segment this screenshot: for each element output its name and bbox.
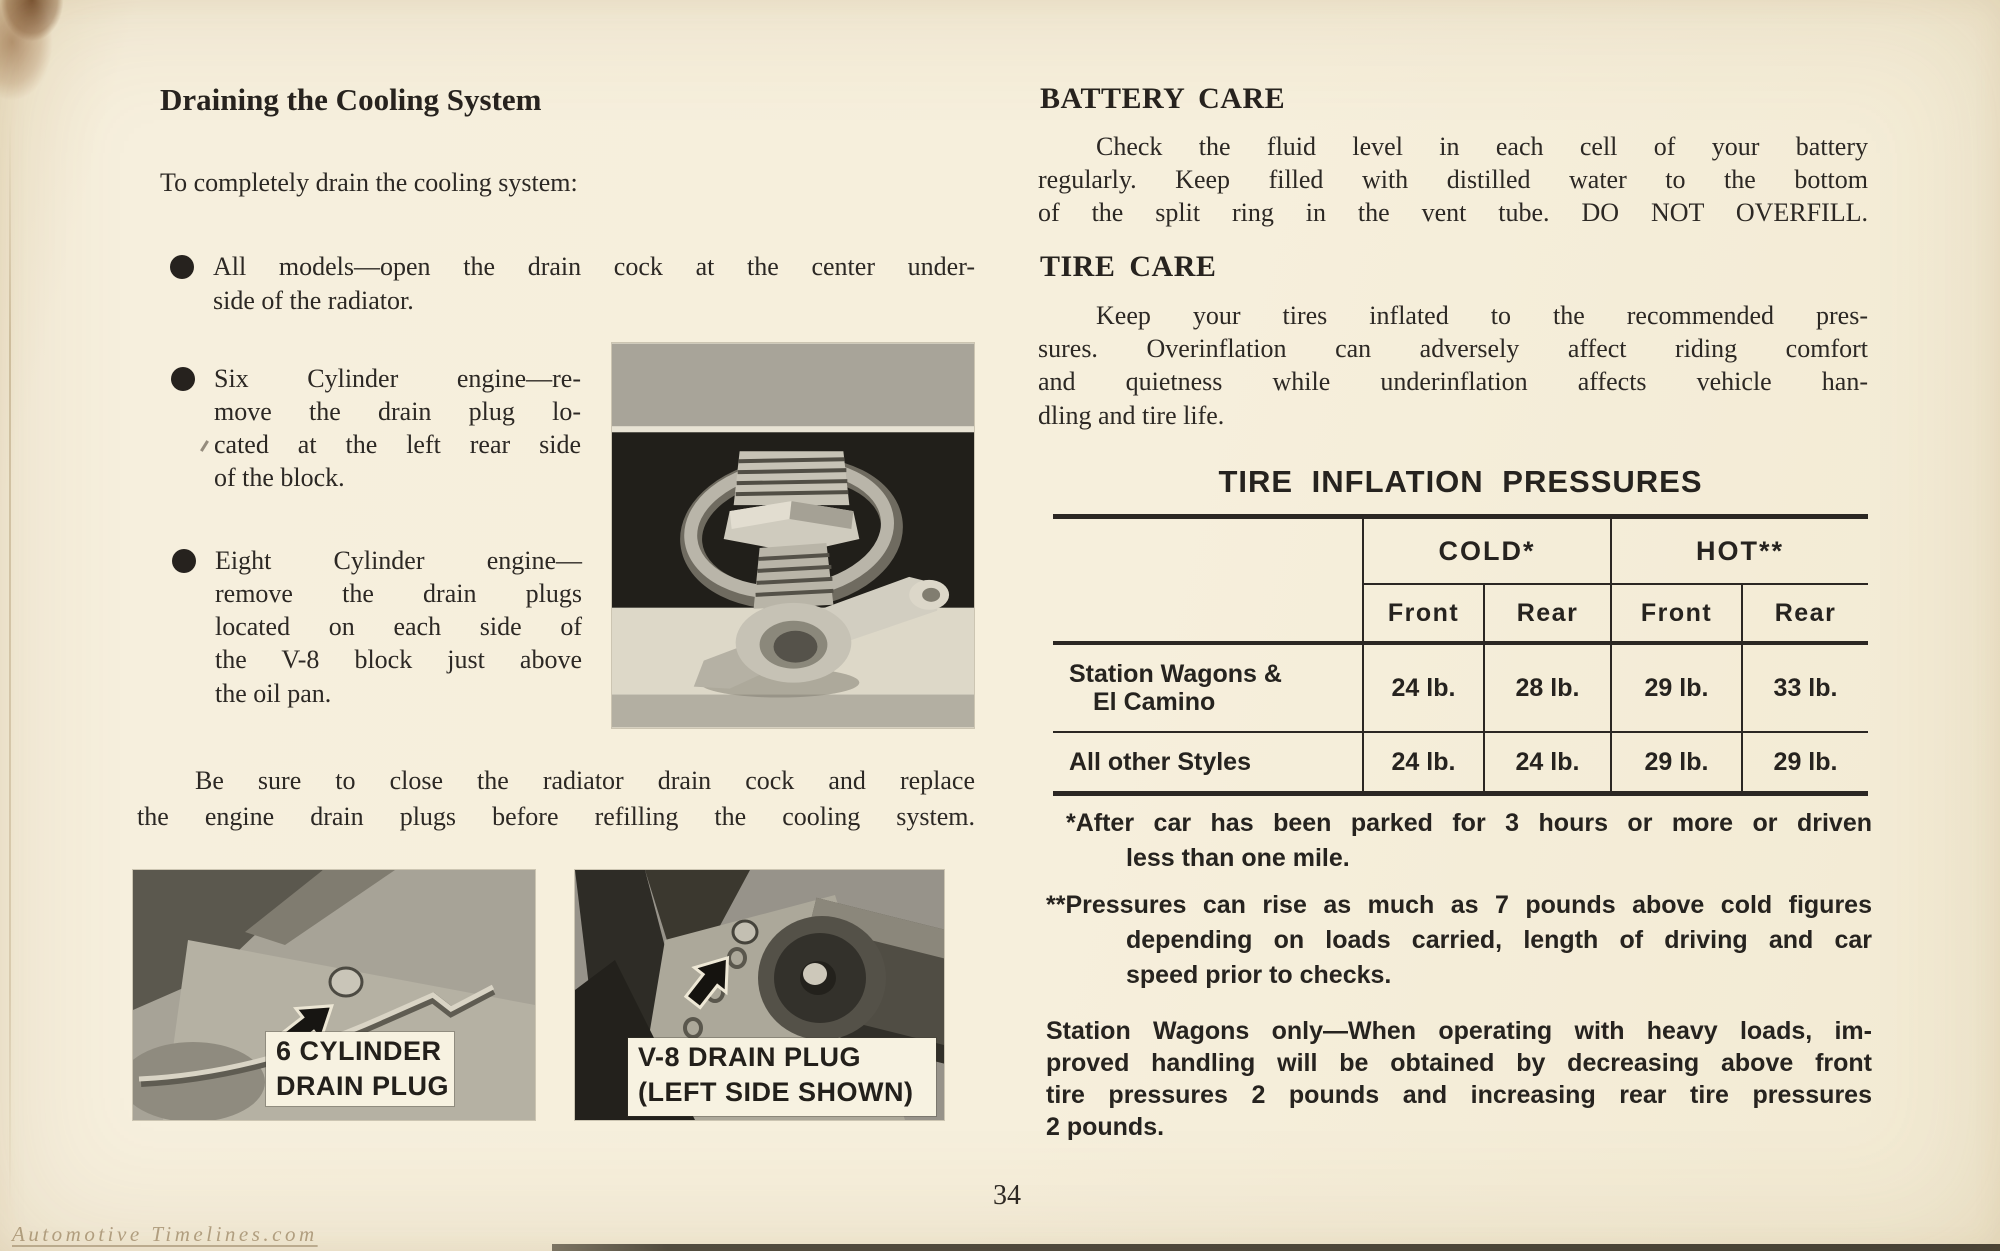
tire-line2: sures. Overinflation can adversely affect riding comfort: [1038, 334, 1868, 363]
subhead-cold-rear: Rear: [1484, 584, 1611, 643]
column-group-cold: COLD*: [1363, 517, 1611, 585]
binding-crease: [9, 120, 11, 1210]
caption-line: V-8 DRAIN PLUG: [638, 1042, 862, 1072]
column-group-hot: HOT**: [1611, 517, 1868, 585]
intro-line: To completely drain the cooling system:: [160, 168, 578, 197]
row-label-line: Station Wagons &: [1069, 660, 1282, 688]
wagon-note-line3: tire pressures 2 pounds and increasing rear tire pressures: [1046, 1081, 1872, 1109]
caption-line: (LEFT SIDE SHOWN): [638, 1077, 914, 1107]
table-row: [1053, 732, 1868, 794]
pressure-value: 33 lb.: [1742, 643, 1868, 732]
bullet1-line1: All models—open the drain cock at the center under-: [213, 252, 975, 281]
closing-line1: Be sure to close the radiator drain cock and replace: [195, 766, 975, 795]
row-label: [1053, 643, 1363, 732]
caption-line: DRAIN PLUG: [276, 1071, 449, 1101]
stray-pen-mark: [200, 440, 209, 452]
scan-edge-strip: [552, 1244, 2000, 1251]
table-group-row: [1053, 517, 1868, 585]
wagon-note-line2: proved handling will be obtained by decreasing above front: [1046, 1049, 1872, 1077]
row-label: All other Styles: [1069, 748, 1251, 776]
pressure-value: 29 lb.: [1611, 643, 1742, 732]
footnote-hot-line1: **Pressures can rise as much as 7 pounds above cold figures: [1046, 891, 1872, 919]
caption-line: 6 CYLINDER: [276, 1036, 442, 1066]
drain-cock-illustration: [612, 343, 974, 728]
tire-line3: and quietness while underinflation affects vehicle han-: [1038, 367, 1868, 396]
section-heading-tire: TIRE CARE: [1040, 250, 1217, 283]
footnote-cold-line1: *After car has been parked for 3 hours or more or driven: [1066, 809, 1872, 837]
drain-plug: [330, 968, 362, 996]
battery-line1: Check the fluid level in each cell of your battery: [1096, 132, 1868, 161]
table-title: TIRE INFLATION PRESSURES: [1218, 464, 1703, 499]
page-number: 34: [993, 1180, 1021, 1211]
pressure-value: 29 lb.: [1742, 732, 1868, 794]
table-corner-cell: [1053, 517, 1363, 644]
section-heading-draining: Draining the Cooling System: [160, 82, 542, 117]
subhead-hot-rear: Rear: [1742, 584, 1868, 643]
closing-line2: the engine drain plugs before refilling the cooling system.: [137, 802, 975, 831]
bullet2-line1: Six Cylinder engine—re-: [214, 364, 581, 393]
battery-line3: of the split ring in the vent tube. DO NOT OVERFILL.: [1038, 198, 1868, 227]
bullet3-line3: located on each side of: [215, 612, 582, 641]
drain-cock-photo: [612, 343, 974, 728]
bullet2-line2: move the drain plug lo-: [214, 397, 581, 426]
v8-caption: [628, 1038, 936, 1116]
watermark: Automotive Timelines.com: [12, 1222, 318, 1246]
footnote-hot-line2: depending on loads carried, length of driving and car: [1126, 926, 1872, 954]
wagon-note-line1: Station Wagons only—When operating with heavy loads, im-: [1046, 1017, 1872, 1045]
pressure-value: 29 lb.: [1611, 732, 1742, 794]
tire-line4: dling and tire life.: [1038, 401, 1225, 430]
footnote-cold-line2: less than one mile.: [1126, 844, 1350, 872]
tire-line1: Keep your tires inflated to the recommended pres-: [1096, 301, 1868, 330]
footnote-hot-line3: speed prior to checks.: [1126, 961, 1392, 989]
bullet1-line2: side of the radiator.: [213, 286, 414, 315]
battery-line2: regularly. Keep filled with distilled water to the bottom: [1038, 165, 1868, 194]
pressure-value: 24 lb.: [1363, 732, 1484, 794]
pressure-value: 28 lb.: [1484, 643, 1611, 732]
pressure-value: 24 lb.: [1363, 643, 1484, 732]
bullet3-line1: Eight Cylinder engine—: [215, 546, 582, 575]
tire-pressure-table: [1053, 514, 1868, 796]
wagon-note-line4: 2 pounds.: [1046, 1113, 1165, 1141]
subhead-hot-front: Front: [1611, 584, 1742, 643]
bullet3-line2: remove the drain plugs: [215, 579, 582, 608]
bullet2-line3: cated at the left rear side: [214, 430, 581, 459]
table-row: [1053, 643, 1868, 732]
bullet-icon: [172, 549, 196, 573]
bullet3-line5: the oil pan.: [215, 679, 332, 708]
drain-plug: [733, 921, 757, 943]
bullet3-line4: the V-8 block just above: [215, 645, 582, 674]
page-corner-stain: [0, 0, 136, 152]
bullet-icon: [171, 367, 195, 391]
subhead-cold-front: Front: [1363, 584, 1484, 643]
pressure-value: 24 lb.: [1484, 732, 1611, 794]
section-heading-battery: BATTERY CARE: [1040, 82, 1286, 115]
bullet2-line4: of the block.: [214, 463, 345, 492]
bullet-icon: [170, 255, 194, 279]
row-label-line: El Camino: [1093, 688, 1216, 716]
six-cylinder-caption: [266, 1032, 454, 1106]
